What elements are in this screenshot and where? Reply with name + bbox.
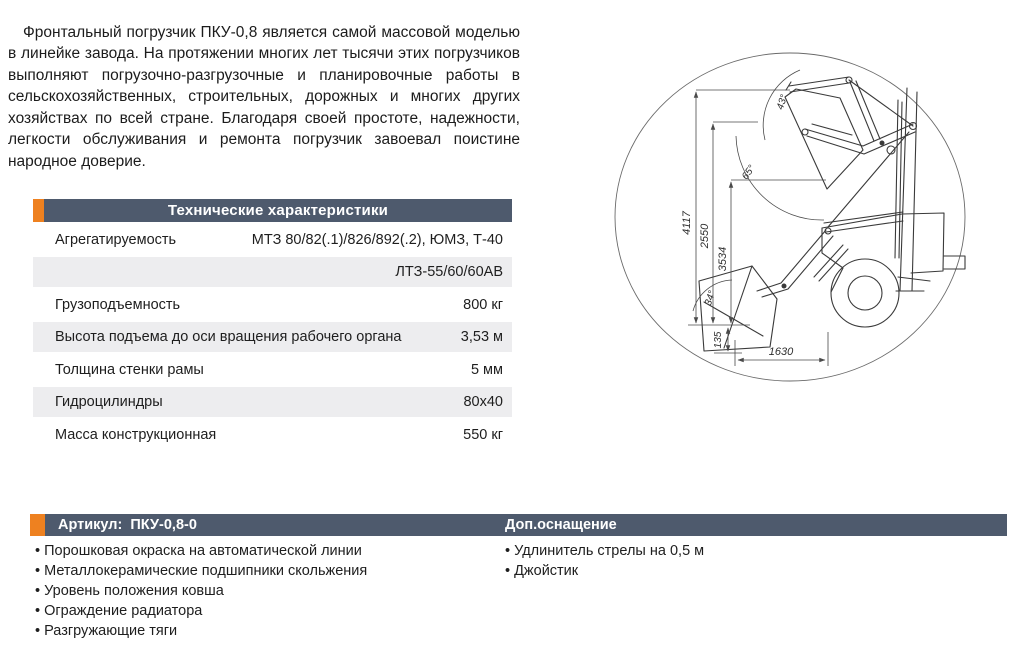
row-label: Высота подъема до оси вращения рабочего органа <box>55 329 402 345</box>
dim-2550-label: 2550 <box>699 223 711 249</box>
article-title: Артикул: ПКУ-0,8-0 <box>58 517 197 533</box>
options-title: Доп.оснащение <box>505 517 617 533</box>
dimension-lines <box>688 70 828 366</box>
list-item: • Джойстик <box>505 561 704 581</box>
row-value: 5 мм <box>470 361 503 378</box>
bottom-bar-background <box>45 514 1007 536</box>
table-row <box>33 225 512 255</box>
list-item: • Уровень положения ковша <box>35 581 367 601</box>
loader-diagram-svg <box>600 40 1024 400</box>
row-label: Гидроцилиндры <box>55 394 163 410</box>
angle-65-label: 65° <box>740 163 758 182</box>
loader-dimension-diagram <box>600 40 1024 400</box>
options-list <box>505 541 704 581</box>
list-item: • Разгружающие тяги <box>35 621 367 641</box>
list-item: • Порошковая окраска на автоматической линии <box>35 541 367 561</box>
row-value: 550 кг <box>463 426 503 443</box>
row-label: Агрегатируемость <box>55 231 177 248</box>
dim-135-label: 135 <box>713 331 724 349</box>
list-item: • Металлокерамические подшипники скольжения <box>35 561 367 581</box>
specs-header <box>33 199 512 222</box>
intro-paragraph: Фронтальный погрузчик ПКУ-0,8 является самой массовой моделью в линейке завода. На протяжении многих лет тысячи этих погрузчиков выполняют погрузочно-разгрузочные и планировочные работы в сельскохозяйственных, строительных, дорожных и многих других хозяйствах по всей стране. Благодаря своей простоте, надежности, легкости обслуживания и ремонта погрузчик завоевал поистине народное доверие. <box>8 23 520 170</box>
row-label: Масса конструкционная <box>55 426 217 443</box>
row-value: 3,53 м <box>460 329 503 345</box>
diagram-circle-frame <box>615 53 965 381</box>
table-row <box>33 355 512 385</box>
row-label: Толщина стенки рамы <box>55 361 204 378</box>
row-value: 800 кг <box>463 296 503 313</box>
tractor-loader-sketch <box>699 77 965 351</box>
specs-table <box>33 199 512 450</box>
article-feature-list <box>35 541 367 641</box>
angle-34-label: 34° <box>703 289 719 308</box>
dim-3534-label: 3534 <box>717 246 729 272</box>
table-row <box>33 387 512 417</box>
dim-4117-label: 4117 <box>681 211 693 235</box>
row-value: ЛТЗ-55/60/60АВ <box>395 264 503 280</box>
table-row <box>33 322 512 352</box>
row-value: 80х40 <box>463 394 503 410</box>
orange-accent-block <box>30 514 45 536</box>
orange-accent-block <box>33 199 44 222</box>
table-row <box>33 290 512 320</box>
table-row <box>33 420 512 450</box>
list-item: • Удлинитель стрелы на 0,5 м <box>505 541 704 561</box>
table-row <box>33 257 512 287</box>
row-label: Грузоподъемность <box>55 296 181 313</box>
specs-title: Технические характеристики <box>44 199 512 222</box>
bottom-header-bar <box>30 514 1007 536</box>
row-value: МТЗ 80/82(.1)/826/892(.2), ЮМЗ, Т-40 <box>251 231 503 248</box>
dim-1630-label: 1630 <box>768 346 794 358</box>
angle-43-label: 43° <box>775 93 791 112</box>
list-item: • Ограждение радиатора <box>35 601 367 621</box>
